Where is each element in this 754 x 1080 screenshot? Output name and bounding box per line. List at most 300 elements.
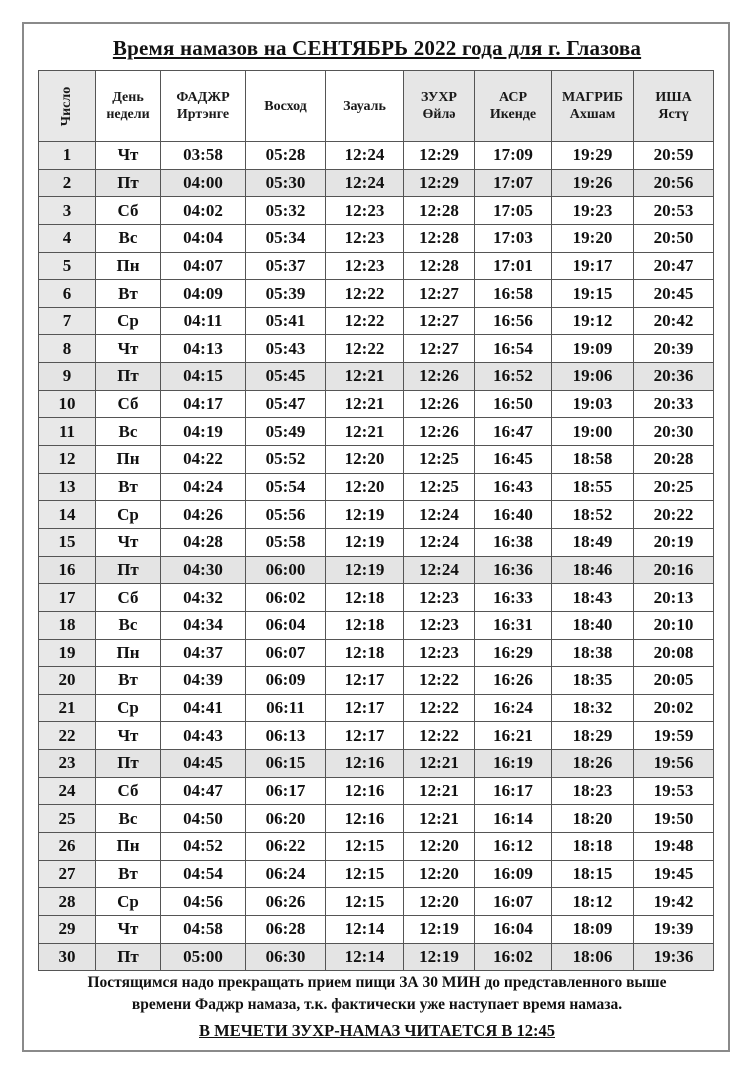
table-header-row bbox=[39, 71, 714, 142]
day-number: 7 bbox=[39, 307, 96, 335]
fajr-time: 04:11 bbox=[161, 307, 246, 335]
maghrib-time: 18:29 bbox=[552, 722, 634, 750]
sunrise-time: 06:30 bbox=[246, 943, 326, 971]
weekday: Вт bbox=[96, 860, 161, 888]
zuhr-time: 12:20 bbox=[404, 860, 475, 888]
weekday: Ср bbox=[96, 888, 161, 916]
day-number: 5 bbox=[39, 252, 96, 280]
zawal-time: 12:15 bbox=[326, 833, 404, 861]
fajr-time: 04:13 bbox=[161, 335, 246, 363]
zawal-time: 12:22 bbox=[326, 307, 404, 335]
sunrise-time: 05:56 bbox=[246, 501, 326, 529]
day-number: 20 bbox=[39, 667, 96, 695]
fajr-time: 04:56 bbox=[161, 888, 246, 916]
sunrise-time: 05:52 bbox=[246, 446, 326, 474]
zawal-time: 12:24 bbox=[326, 142, 404, 170]
zuhr-time: 12:23 bbox=[404, 611, 475, 639]
sunrise-time: 06:07 bbox=[246, 639, 326, 667]
day-number: 27 bbox=[39, 860, 96, 888]
header-fajr: ФАДЖР Иртэнге bbox=[161, 71, 246, 142]
table-row bbox=[39, 418, 714, 446]
isha-time: 20:02 bbox=[634, 694, 714, 722]
asr-time: 16:07 bbox=[475, 888, 552, 916]
zawal-time: 12:16 bbox=[326, 750, 404, 778]
maghrib-time: 19:23 bbox=[552, 197, 634, 225]
asr-time: 16:40 bbox=[475, 501, 552, 529]
day-number: 24 bbox=[39, 777, 96, 805]
zuhr-time: 12:28 bbox=[404, 252, 475, 280]
weekday: Пт bbox=[96, 943, 161, 971]
isha-time: 19:36 bbox=[634, 943, 714, 971]
zuhr-time: 12:26 bbox=[404, 390, 475, 418]
maghrib-time: 18:55 bbox=[552, 473, 634, 501]
asr-time: 16:31 bbox=[475, 611, 552, 639]
table-row bbox=[39, 252, 714, 280]
asr-time: 16:17 bbox=[475, 777, 552, 805]
table-row bbox=[39, 307, 714, 335]
isha-time: 19:39 bbox=[634, 915, 714, 943]
weekday: Вт bbox=[96, 280, 161, 308]
sunrise-time: 06:11 bbox=[246, 694, 326, 722]
weekday: Пт bbox=[96, 363, 161, 391]
weekday: Вс bbox=[96, 418, 161, 446]
asr-time: 16:58 bbox=[475, 280, 552, 308]
day-number: 6 bbox=[39, 280, 96, 308]
zuhr-time: 12:27 bbox=[404, 280, 475, 308]
zuhr-time: 12:22 bbox=[404, 722, 475, 750]
day-number: 30 bbox=[39, 943, 96, 971]
asr-time: 16:02 bbox=[475, 943, 552, 971]
sunrise-time: 05:49 bbox=[246, 418, 326, 446]
sunrise-time: 06:04 bbox=[246, 611, 326, 639]
zawal-time: 12:14 bbox=[326, 943, 404, 971]
header-sunrise: Восход bbox=[246, 71, 326, 142]
day-number: 29 bbox=[39, 915, 96, 943]
zuhr-time: 12:24 bbox=[404, 528, 475, 556]
day-number: 14 bbox=[39, 501, 96, 529]
weekday: Чт bbox=[96, 335, 161, 363]
asr-time: 16:43 bbox=[475, 473, 552, 501]
maghrib-time: 18:46 bbox=[552, 556, 634, 584]
zawal-time: 12:20 bbox=[326, 473, 404, 501]
asr-time: 16:54 bbox=[475, 335, 552, 363]
zuhr-time: 12:28 bbox=[404, 224, 475, 252]
isha-time: 19:56 bbox=[634, 750, 714, 778]
sunrise-time: 06:17 bbox=[246, 777, 326, 805]
isha-time: 20:59 bbox=[634, 142, 714, 170]
weekday: Ср bbox=[96, 307, 161, 335]
day-number: 10 bbox=[39, 390, 96, 418]
sunrise-time: 06:26 bbox=[246, 888, 326, 916]
isha-time: 19:50 bbox=[634, 805, 714, 833]
sunrise-time: 05:30 bbox=[246, 169, 326, 197]
maghrib-time: 18:26 bbox=[552, 750, 634, 778]
isha-time: 20:47 bbox=[634, 252, 714, 280]
table-row bbox=[39, 390, 714, 418]
isha-time: 19:42 bbox=[634, 888, 714, 916]
zuhr-time: 12:24 bbox=[404, 556, 475, 584]
fajr-time: 04:37 bbox=[161, 639, 246, 667]
page-title: Время намазов на СЕНТЯБРЬ 2022 года для г. Глазова bbox=[112, 36, 642, 60]
asr-time: 16:29 bbox=[475, 639, 552, 667]
asr-time: 17:07 bbox=[475, 169, 552, 197]
table-row bbox=[39, 280, 714, 308]
header-number: Число bbox=[39, 71, 96, 142]
isha-time: 20:33 bbox=[634, 390, 714, 418]
table-row bbox=[39, 667, 714, 695]
isha-time: 20:22 bbox=[634, 501, 714, 529]
zuhr-time: 12:28 bbox=[404, 197, 475, 225]
zawal-time: 12:16 bbox=[326, 777, 404, 805]
fajr-time: 04:02 bbox=[161, 197, 246, 225]
maghrib-time: 19:03 bbox=[552, 390, 634, 418]
sunrise-time: 06:13 bbox=[246, 722, 326, 750]
sunrise-time: 06:28 bbox=[246, 915, 326, 943]
fajr-time: 04:32 bbox=[161, 584, 246, 612]
day-number: 21 bbox=[39, 694, 96, 722]
weekday: Сб bbox=[96, 197, 161, 225]
table-row bbox=[39, 777, 714, 805]
fajr-time: 04:17 bbox=[161, 390, 246, 418]
isha-time: 20:08 bbox=[634, 639, 714, 667]
fajr-time: 04:04 bbox=[161, 224, 246, 252]
asr-time: 16:21 bbox=[475, 722, 552, 750]
weekday: Вс bbox=[96, 805, 161, 833]
zawal-time: 12:19 bbox=[326, 556, 404, 584]
day-number: 19 bbox=[39, 639, 96, 667]
table-row bbox=[39, 833, 714, 861]
zawal-time: 12:22 bbox=[326, 335, 404, 363]
asr-time: 16:12 bbox=[475, 833, 552, 861]
day-number: 15 bbox=[39, 528, 96, 556]
zuhr-time: 12:24 bbox=[404, 501, 475, 529]
day-number: 22 bbox=[39, 722, 96, 750]
sunrise-time: 06:00 bbox=[246, 556, 326, 584]
zawal-time: 12:16 bbox=[326, 805, 404, 833]
maghrib-time: 19:15 bbox=[552, 280, 634, 308]
fajr-time: 04:50 bbox=[161, 805, 246, 833]
asr-time: 16:33 bbox=[475, 584, 552, 612]
fajr-time: 04:34 bbox=[161, 611, 246, 639]
asr-time: 16:26 bbox=[475, 667, 552, 695]
isha-time: 19:45 bbox=[634, 860, 714, 888]
zawal-time: 12:22 bbox=[326, 280, 404, 308]
fajr-time: 04:45 bbox=[161, 750, 246, 778]
table-body bbox=[39, 142, 714, 971]
isha-time: 20:56 bbox=[634, 169, 714, 197]
maghrib-time: 18:09 bbox=[552, 915, 634, 943]
header-zawal: Зауаль bbox=[326, 71, 404, 142]
zawal-time: 12:23 bbox=[326, 252, 404, 280]
zawal-time: 12:23 bbox=[326, 197, 404, 225]
fajr-time: 04:26 bbox=[161, 501, 246, 529]
day-number: 17 bbox=[39, 584, 96, 612]
fasting-note-line: времени Фаджр намаза, т.к. фактически уже наступает время намаза. bbox=[131, 996, 623, 1013]
table-row bbox=[39, 224, 714, 252]
fajr-time: 04:54 bbox=[161, 860, 246, 888]
table-row bbox=[39, 639, 714, 667]
isha-time: 20:36 bbox=[634, 363, 714, 391]
table-row bbox=[39, 169, 714, 197]
weekday: Вт bbox=[96, 667, 161, 695]
sunrise-time: 06:20 bbox=[246, 805, 326, 833]
header-maghrib: МАГРИБ Ахшам bbox=[552, 71, 634, 142]
table-row bbox=[39, 197, 714, 225]
maghrib-time: 18:38 bbox=[552, 639, 634, 667]
zuhr-time: 12:20 bbox=[404, 888, 475, 916]
sunrise-time: 05:32 bbox=[246, 197, 326, 225]
isha-time: 20:45 bbox=[634, 280, 714, 308]
zuhr-time: 12:19 bbox=[404, 915, 475, 943]
zawal-time: 12:21 bbox=[326, 390, 404, 418]
asr-time: 16:52 bbox=[475, 363, 552, 391]
weekday: Чт bbox=[96, 142, 161, 170]
day-number: 2 bbox=[39, 169, 96, 197]
maghrib-time: 19:29 bbox=[552, 142, 634, 170]
isha-time: 20:10 bbox=[634, 611, 714, 639]
asr-time: 16:56 bbox=[475, 307, 552, 335]
mosque-zuhr-note: В МЕЧЕТИ ЗУХР-НАМАЗ ЧИТАЕТСЯ В 12:45 bbox=[199, 1021, 555, 1040]
table-row bbox=[39, 142, 714, 170]
weekday: Сб bbox=[96, 584, 161, 612]
asr-time: 16:09 bbox=[475, 860, 552, 888]
weekday: Чт bbox=[96, 528, 161, 556]
asr-time: 16:36 bbox=[475, 556, 552, 584]
fajr-time: 04:09 bbox=[161, 280, 246, 308]
maghrib-time: 18:06 bbox=[552, 943, 634, 971]
weekday: Ср bbox=[96, 694, 161, 722]
asr-time: 16:38 bbox=[475, 528, 552, 556]
maghrib-time: 19:17 bbox=[552, 252, 634, 280]
maghrib-time: 18:52 bbox=[552, 501, 634, 529]
day-number: 11 bbox=[39, 418, 96, 446]
sunrise-time: 05:43 bbox=[246, 335, 326, 363]
isha-time: 20:25 bbox=[634, 473, 714, 501]
sunrise-time: 05:47 bbox=[246, 390, 326, 418]
weekday: Пн bbox=[96, 252, 161, 280]
zuhr-time: 12:27 bbox=[404, 307, 475, 335]
table-row bbox=[39, 335, 714, 363]
day-number: 3 bbox=[39, 197, 96, 225]
weekday: Вс bbox=[96, 224, 161, 252]
zuhr-time: 12:22 bbox=[404, 667, 475, 695]
table-row bbox=[39, 915, 714, 943]
maghrib-time: 18:18 bbox=[552, 833, 634, 861]
fajr-time: 04:22 bbox=[161, 446, 246, 474]
zawal-time: 12:18 bbox=[326, 584, 404, 612]
sunrise-time: 05:28 bbox=[246, 142, 326, 170]
maghrib-time: 19:09 bbox=[552, 335, 634, 363]
maghrib-time: 18:49 bbox=[552, 528, 634, 556]
isha-time: 20:53 bbox=[634, 197, 714, 225]
day-number: 9 bbox=[39, 363, 96, 391]
isha-time: 20:50 bbox=[634, 224, 714, 252]
weekday: Пн bbox=[96, 833, 161, 861]
sunrise-time: 05:54 bbox=[246, 473, 326, 501]
isha-time: 20:05 bbox=[634, 667, 714, 695]
prayer-times-table bbox=[38, 70, 714, 971]
fajr-time: 04:30 bbox=[161, 556, 246, 584]
day-number: 4 bbox=[39, 224, 96, 252]
zawal-time: 12:15 bbox=[326, 888, 404, 916]
maghrib-time: 18:40 bbox=[552, 611, 634, 639]
zuhr-time: 12:21 bbox=[404, 805, 475, 833]
asr-time: 17:09 bbox=[475, 142, 552, 170]
maghrib-time: 18:23 bbox=[552, 777, 634, 805]
maghrib-time: 19:20 bbox=[552, 224, 634, 252]
zawal-time: 12:17 bbox=[326, 694, 404, 722]
zuhr-time: 12:19 bbox=[404, 943, 475, 971]
fajr-time: 04:43 bbox=[161, 722, 246, 750]
fajr-time: 04:41 bbox=[161, 694, 246, 722]
asr-time: 16:19 bbox=[475, 750, 552, 778]
fajr-time: 04:28 bbox=[161, 528, 246, 556]
asr-time: 16:14 bbox=[475, 805, 552, 833]
table-row bbox=[39, 611, 714, 639]
day-number: 25 bbox=[39, 805, 96, 833]
fajr-time: 04:00 bbox=[161, 169, 246, 197]
header-asr: АСР Икенде bbox=[475, 71, 552, 142]
table-row bbox=[39, 473, 714, 501]
table-row bbox=[39, 860, 714, 888]
table-row bbox=[39, 556, 714, 584]
maghrib-time: 19:06 bbox=[552, 363, 634, 391]
fajr-time: 04:07 bbox=[161, 252, 246, 280]
zawal-time: 12:20 bbox=[326, 446, 404, 474]
zawal-time: 12:19 bbox=[326, 528, 404, 556]
zuhr-time: 12:25 bbox=[404, 473, 475, 501]
weekday: Пт bbox=[96, 556, 161, 584]
zuhr-time: 12:23 bbox=[404, 639, 475, 667]
fajr-time: 03:58 bbox=[161, 142, 246, 170]
sunrise-time: 06:15 bbox=[246, 750, 326, 778]
zawal-time: 12:18 bbox=[326, 639, 404, 667]
fajr-time: 04:19 bbox=[161, 418, 246, 446]
isha-time: 20:16 bbox=[634, 556, 714, 584]
isha-time: 19:48 bbox=[634, 833, 714, 861]
zawal-time: 12:14 bbox=[326, 915, 404, 943]
maghrib-time: 18:58 bbox=[552, 446, 634, 474]
day-number: 23 bbox=[39, 750, 96, 778]
sunrise-time: 05:34 bbox=[246, 224, 326, 252]
isha-time: 20:39 bbox=[634, 335, 714, 363]
asr-time: 16:24 bbox=[475, 694, 552, 722]
fajr-time: 04:39 bbox=[161, 667, 246, 695]
maghrib-time: 18:15 bbox=[552, 860, 634, 888]
table-row bbox=[39, 722, 714, 750]
asr-time: 16:45 bbox=[475, 446, 552, 474]
table-row bbox=[39, 694, 714, 722]
weekday: Пн bbox=[96, 639, 161, 667]
day-number: 18 bbox=[39, 611, 96, 639]
zuhr-time: 12:29 bbox=[404, 169, 475, 197]
isha-time: 20:19 bbox=[634, 528, 714, 556]
sunrise-time: 05:37 bbox=[246, 252, 326, 280]
sunrise-time: 05:39 bbox=[246, 280, 326, 308]
weekday: Чт bbox=[96, 722, 161, 750]
maghrib-time: 19:26 bbox=[552, 169, 634, 197]
weekday: Сб bbox=[96, 777, 161, 805]
day-number: 28 bbox=[39, 888, 96, 916]
weekday: Сб bbox=[96, 390, 161, 418]
zawal-time: 12:19 bbox=[326, 501, 404, 529]
zuhr-time: 12:26 bbox=[404, 418, 475, 446]
weekday: Чт bbox=[96, 915, 161, 943]
sunrise-time: 06:02 bbox=[246, 584, 326, 612]
isha-time: 19:53 bbox=[634, 777, 714, 805]
maghrib-time: 18:12 bbox=[552, 888, 634, 916]
fasting-note bbox=[32, 972, 722, 1016]
isha-time: 20:30 bbox=[634, 418, 714, 446]
header-weekday: День недели bbox=[96, 71, 161, 142]
weekday: Пт bbox=[96, 169, 161, 197]
isha-time: 19:59 bbox=[634, 722, 714, 750]
isha-time: 20:42 bbox=[634, 307, 714, 335]
sunrise-time: 05:58 bbox=[246, 528, 326, 556]
zawal-time: 12:23 bbox=[326, 224, 404, 252]
zuhr-time: 12:29 bbox=[404, 142, 475, 170]
zawal-time: 12:15 bbox=[326, 860, 404, 888]
table-row bbox=[39, 363, 714, 391]
sunrise-time: 06:24 bbox=[246, 860, 326, 888]
isha-time: 20:28 bbox=[634, 446, 714, 474]
fajr-time: 04:58 bbox=[161, 915, 246, 943]
zuhr-time: 12:27 bbox=[404, 335, 475, 363]
day-number: 16 bbox=[39, 556, 96, 584]
maghrib-time: 18:20 bbox=[552, 805, 634, 833]
table-row bbox=[39, 501, 714, 529]
weekday: Пт bbox=[96, 750, 161, 778]
table-row bbox=[39, 446, 714, 474]
zuhr-time: 12:26 bbox=[404, 363, 475, 391]
maghrib-time: 19:00 bbox=[552, 418, 634, 446]
sunrise-time: 06:09 bbox=[246, 667, 326, 695]
fajr-time: 04:47 bbox=[161, 777, 246, 805]
zawal-time: 12:18 bbox=[326, 611, 404, 639]
fajr-time: 04:52 bbox=[161, 833, 246, 861]
zuhr-time: 12:22 bbox=[404, 694, 475, 722]
table-row bbox=[39, 943, 714, 971]
fasting-note-line: Постящимся надо прекращать прием пищи ЗА 30 МИН до представленного выше bbox=[87, 974, 667, 991]
asr-time: 17:01 bbox=[475, 252, 552, 280]
zuhr-time: 12:21 bbox=[404, 750, 475, 778]
zuhr-time: 12:25 bbox=[404, 446, 475, 474]
zawal-time: 12:17 bbox=[326, 722, 404, 750]
table-row bbox=[39, 805, 714, 833]
isha-time: 20:13 bbox=[634, 584, 714, 612]
table-row bbox=[39, 750, 714, 778]
day-number: 1 bbox=[39, 142, 96, 170]
maghrib-time: 18:32 bbox=[552, 694, 634, 722]
maghrib-time: 19:12 bbox=[552, 307, 634, 335]
zuhr-time: 12:23 bbox=[404, 584, 475, 612]
weekday: Ср bbox=[96, 501, 161, 529]
day-number: 13 bbox=[39, 473, 96, 501]
weekday: Вт bbox=[96, 473, 161, 501]
header-isha: ИША Ястү bbox=[634, 71, 714, 142]
fajr-time: 04:24 bbox=[161, 473, 246, 501]
zawal-time: 12:17 bbox=[326, 667, 404, 695]
asr-time: 17:03 bbox=[475, 224, 552, 252]
asr-time: 17:05 bbox=[475, 197, 552, 225]
sunrise-time: 05:41 bbox=[246, 307, 326, 335]
table-row bbox=[39, 584, 714, 612]
maghrib-time: 18:35 bbox=[552, 667, 634, 695]
asr-time: 16:47 bbox=[475, 418, 552, 446]
zuhr-time: 12:20 bbox=[404, 833, 475, 861]
zawal-time: 12:21 bbox=[326, 418, 404, 446]
asr-time: 16:04 bbox=[475, 915, 552, 943]
